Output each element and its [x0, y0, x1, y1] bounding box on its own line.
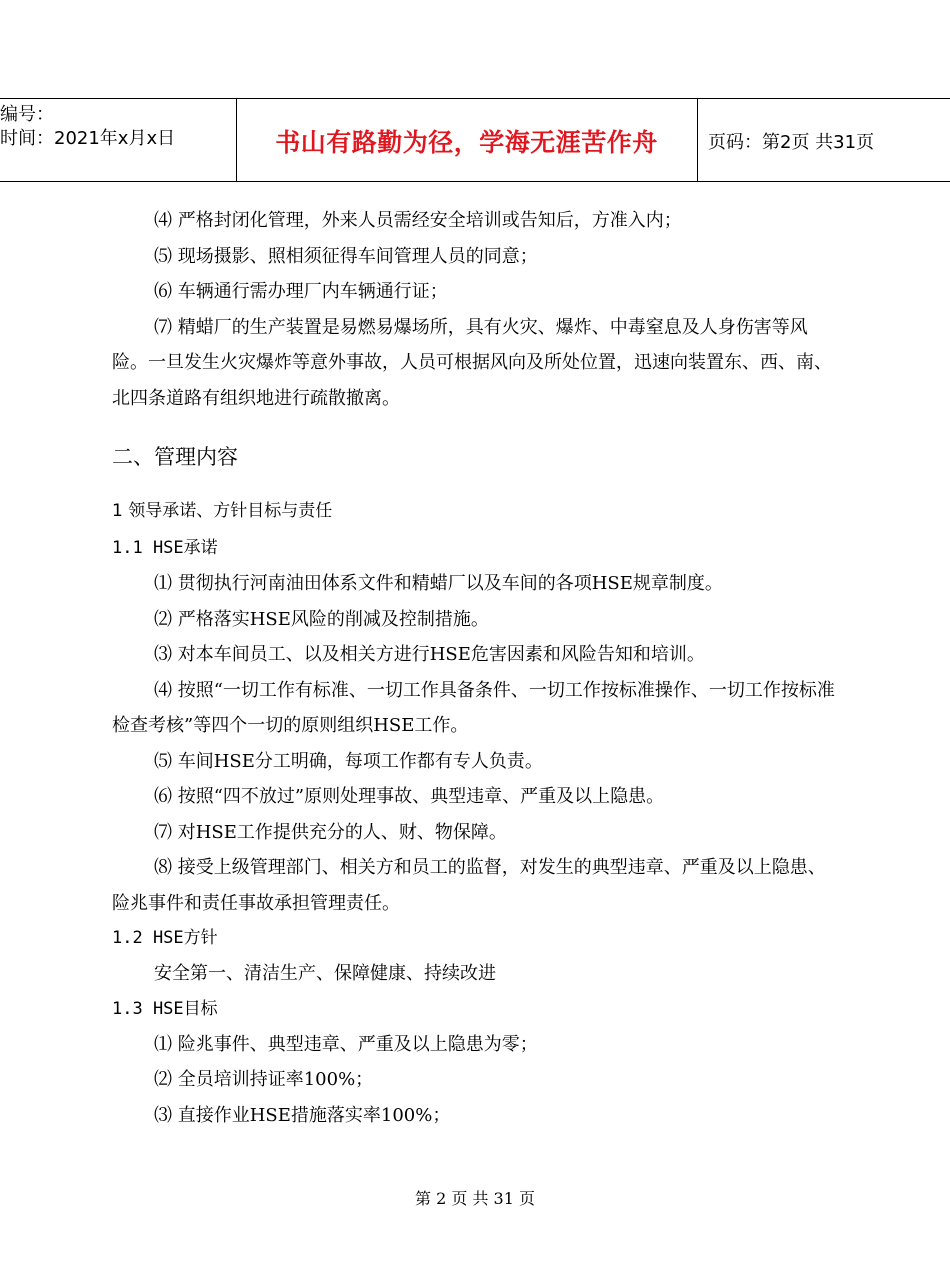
list-item: ⑷ 严格封闭化管理，外来人员需经安全培训或告知后，方准入内；: [154, 210, 682, 231]
list-item: ⑷ 按照“一切工作有标准、一切工作具备条件、一切工作按标准操作、一切工作按标准检查考核”等四个一切的原则组织HSE工作。: [112, 679, 835, 736]
document-header: [0, 98, 950, 182]
list-item: ⑸ 现场摄影、照相须征得车间管理人员的同意；: [154, 245, 538, 267]
header-divider: [697, 99, 698, 181]
list-item: ⑵ 严格落实HSE风险的削减及控制措施。: [154, 608, 489, 630]
subsection-heading: 1.1 HSE承诺: [112, 538, 218, 558]
header-page-number: 页码：第2页 共31页: [708, 132, 875, 153]
header-meta: [0, 103, 232, 151]
subsection-heading: 1.2 HSE方针: [112, 928, 218, 948]
list-item: ⑴ 贯彻执行河南油田体系文件和精蜡厂以及车间的各项HSE规章制度。: [154, 573, 723, 594]
list-item: ⑹ 按照“四不放过”原则处理事故、典型违章、严重及以上隐患。: [154, 786, 665, 807]
document-number-label: 编号：: [0, 104, 54, 125]
list-item: ⑺ 精蜡厂的生产装置是易燃易爆场所，具有火灾、爆炸、中毒窒息及人身伤害等风险。一旦发生火灾爆炸等意外事故，人员可根据风向及所处位置，迅速向装置东、西、南、北四条道路有组织地进行疏散撤离。: [112, 316, 832, 409]
list-item: ⑹ 车辆通行需办理厂内车辆通行证；: [154, 281, 448, 302]
subsection-heading: 1 领导承诺、方针目标与责任: [112, 501, 333, 521]
list-item: ⑸ 车间HSE分工明确，每项工作都有专人负责。: [154, 750, 543, 772]
list-item: ⑶ 对本车间员工、以及相关方进行HSE危害因素和风险告知和培训。: [154, 644, 705, 665]
policy-text: 安全第一、清洁生产、保障健康、持续改进: [154, 963, 496, 984]
document-time-label: 时间：2021年x月x日: [0, 128, 176, 149]
list-item: ⑶ 直接作业HSE措施落实率100%；: [154, 1104, 451, 1126]
list-item: ⑵ 全员培训持证率100%；: [154, 1069, 374, 1090]
list-item: ⑴ 险兆事件、典型违章、严重及以上隐患为零；: [154, 1033, 538, 1055]
document-body: [112, 203, 840, 1133]
subsection-heading: 1.3 HSE目标: [112, 998, 218, 1019]
list-item: ⑺ 对HSE工作提供充分的人、财、物保障。: [154, 821, 507, 843]
page-footer: 第 2 页 共 31 页: [415, 1189, 535, 1208]
section-heading: 二、管理内容: [112, 445, 238, 469]
header-motto: 书山有路勤为径，学海无涯苦作舟: [275, 128, 658, 157]
list-item: ⑻ 接受上级管理部门、相关方和员工的监督，对发生的典型违章、严重及以上隐患、险兆事件和责任事故承担管理责任。: [112, 857, 826, 914]
